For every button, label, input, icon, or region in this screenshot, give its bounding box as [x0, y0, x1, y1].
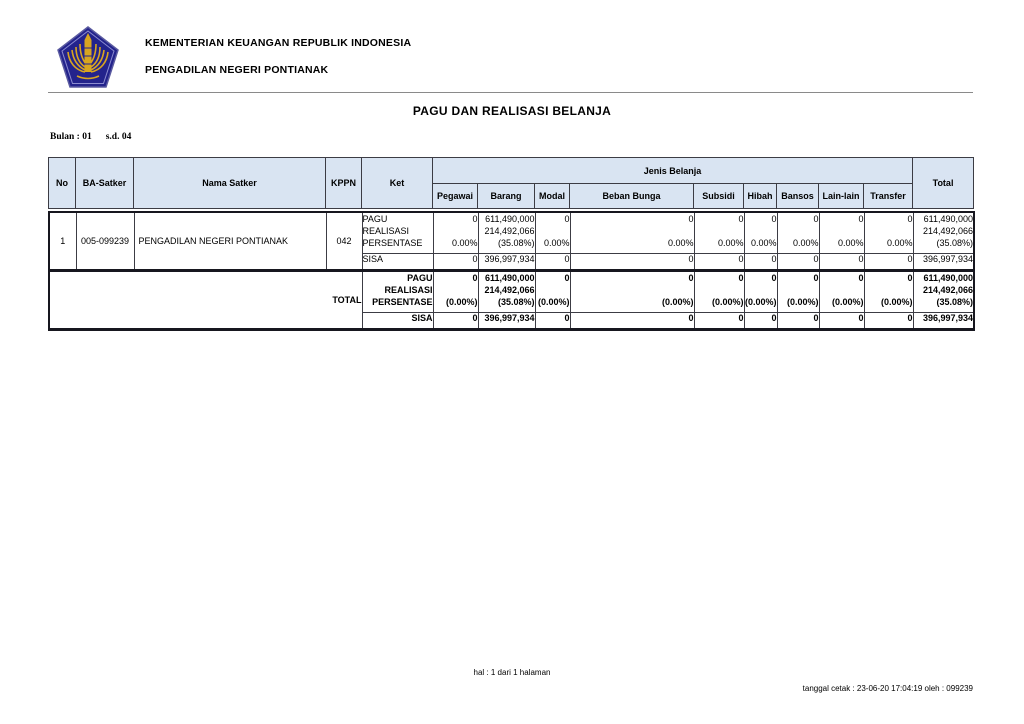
row1-sisa-transfer: 0 [864, 254, 913, 271]
row1-hibah: 0 0.00% [744, 212, 777, 254]
col-header-hibah: Hibah [744, 184, 777, 209]
col-header-no: No [49, 158, 76, 209]
total-transfer: 0 (0.00%) [864, 271, 913, 313]
row1-sisa-hibah: 0 [744, 254, 777, 271]
total-barang: 611,490,000 214,492,066 (35.08%) [478, 271, 535, 313]
total-sisa-beban-bunga: 0 [570, 313, 694, 330]
col-header-ket: Ket [362, 158, 433, 209]
header-divider [48, 92, 973, 93]
row1-sisa-barang: 396,997,934 [478, 254, 535, 271]
total-subsidi: 0 (0.00%) [694, 271, 744, 313]
col-header-subsidi: Subsidi [694, 184, 744, 209]
row1-subsidi: 0 0.00% [694, 212, 744, 254]
row1-sisa-lain-lain: 0 [819, 254, 864, 271]
total-sisa-lain-lain: 0 [819, 313, 864, 330]
col-header-modal: Modal [535, 184, 570, 209]
total-sisa-total: 396,997,934 [913, 313, 974, 330]
ket-realisasi-label: REALISASI [384, 285, 433, 295]
total-sisa-pegawai: 0 [433, 313, 478, 330]
period-line [50, 132, 131, 142]
row1-beban-bunga: 0 0.00% [570, 212, 694, 254]
row1-sisa-modal: 0 [535, 254, 570, 271]
ket-realisasi-label: REALISASI [362, 226, 410, 236]
total-sisa-subsidi: 0 [694, 313, 744, 330]
total-sisa-modal: 0 [535, 313, 570, 330]
table-header [48, 157, 974, 209]
total-sisa-barang: 396,997,934 [478, 313, 535, 330]
period-range: s.d. 04 [105, 132, 132, 142]
print-timestamp-info: tanggal cetak : 23-06-20 17:04:19 oleh : 099239 [802, 684, 973, 693]
table-row [49, 212, 974, 254]
row1-kppn: 042 [326, 212, 362, 271]
row1-sisa-subsidi: 0 [694, 254, 744, 271]
col-header-total: Total [913, 158, 974, 209]
row1-sisa-total: 396,997,934 [913, 254, 974, 271]
row1-sisa-beban-bunga: 0 [570, 254, 694, 271]
total-label: TOTAL [49, 271, 362, 330]
kemenkeu-logo-icon [57, 26, 119, 88]
period-label: Bulan : 01 [50, 132, 92, 142]
col-header-kppn: KPPN [326, 158, 362, 209]
total-hibah: 0 (0.00%) [744, 271, 777, 313]
row1-ket [362, 212, 433, 254]
total-row [49, 271, 974, 313]
row1-ba-satker: 005-099239 [76, 212, 134, 271]
total-lain-lain: 0 (0.00%) [819, 271, 864, 313]
ket-persentase-label: PERSENTASE [372, 297, 433, 307]
row1-lain-lain: 0 0.00% [819, 212, 864, 254]
total-modal: 0 (0.00%) [535, 271, 570, 313]
report-title: PAGU DAN REALISASI BELANJA [412, 104, 612, 118]
col-header-beban-bunga: Beban Bunga [570, 184, 694, 209]
total-beban-bunga: 0 (0.00%) [570, 271, 694, 313]
row1-sisa-pegawai: 0 [433, 254, 478, 271]
row1-no: 1 [49, 212, 76, 271]
row1-sisa-bansos: 0 [777, 254, 819, 271]
total-ket-sisa: SISA [362, 313, 433, 330]
row1-bansos: 0 0.00% [777, 212, 819, 254]
row1-pegawai: 0 0.00% [433, 212, 478, 254]
col-header-nama-satker: Nama Satker [134, 158, 326, 209]
ket-persentase-label: PERSENTASE [362, 238, 423, 248]
row1-barang: 611,490,000 214,492,066 (35.08%) [478, 212, 535, 254]
page-number-info: hal : 1 dari 1 halaman [473, 668, 551, 677]
total-sisa-bansos: 0 [777, 313, 819, 330]
total-pegawai: 0 (0.00%) [433, 271, 478, 313]
col-header-pegawai: Pegawai [433, 184, 478, 209]
total-sisa-transfer: 0 [864, 313, 913, 330]
row1-nama-satker: PENGADILAN NEGERI PONTIANAK [134, 212, 326, 271]
total-total: 611,490,000 214,492,066 (35.08%) [913, 271, 974, 313]
table-body [48, 211, 975, 331]
col-header-lain-lain: Lain-lain [819, 184, 864, 209]
ministry-name: KEMENTERIAN KEUANGAN REPUBLIK INDONESIA [145, 37, 412, 49]
row1-ket-sisa: SISA [362, 254, 433, 271]
row1-modal: 0 0.00% [535, 212, 570, 254]
col-header-bansos: Bansos [777, 184, 819, 209]
col-header-transfer: Transfer [864, 184, 913, 209]
report-table [48, 157, 973, 331]
unit-name: PENGADILAN NEGERI PONTIANAK [145, 64, 329, 76]
ket-pagu-label: PAGU [362, 214, 388, 224]
col-header-ba-satker: BA-Satker [76, 158, 134, 209]
row1-transfer: 0 0.00% [864, 212, 913, 254]
total-bansos: 0 (0.00%) [777, 271, 819, 313]
col-header-barang: Barang [478, 184, 535, 209]
ket-pagu-label: PAGU [407, 273, 433, 283]
total-ket [362, 271, 433, 313]
col-header-jenis-belanja: Jenis Belanja [433, 158, 913, 184]
total-sisa-hibah: 0 [744, 313, 777, 330]
row1-total: 611,490,000 214,492,066 (35.08%) [913, 212, 974, 254]
